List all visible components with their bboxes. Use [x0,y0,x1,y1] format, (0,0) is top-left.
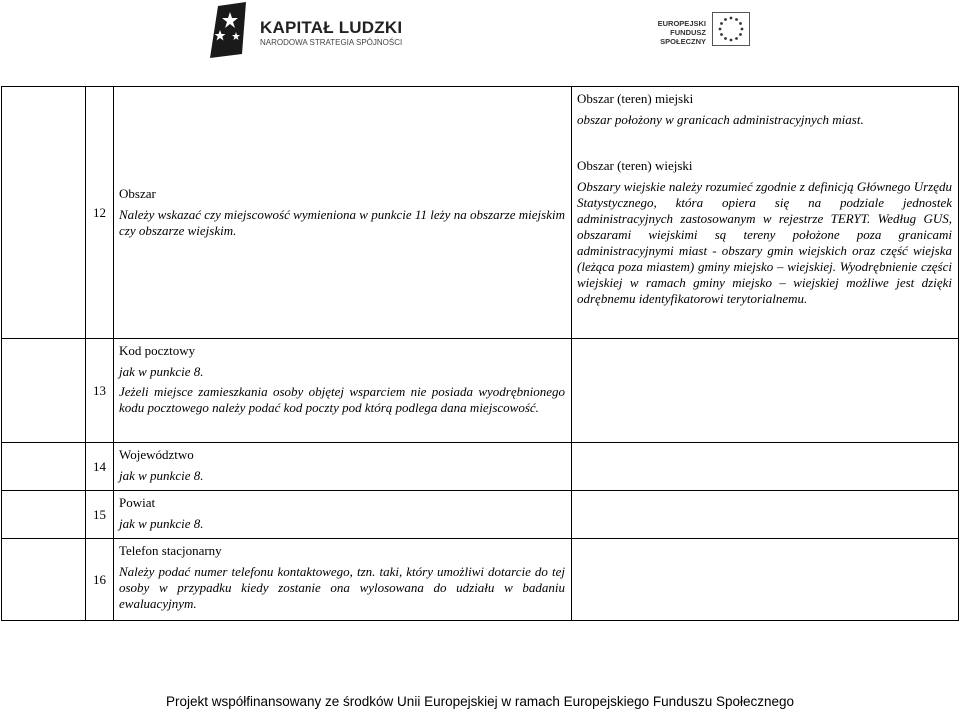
kapital-ludzki-logo [208,2,403,58]
eu-flag-icon [712,12,750,46]
definition-cell [572,491,959,539]
kapital-ludzki-subtitle: NARODOWA STRATEGIA SPÓJNOŚCI [260,38,403,47]
blank-cell [2,443,86,491]
field-cell [114,443,572,491]
field-description-extra: Jeżeli miejsce zamieszkania osoby objętej wsparciem nie posiada wyodrębnionego kodu pocztowego należy podać kod poczty pod którą podlega dana miejscowość. [119,384,565,415]
efs-logo [640,10,752,50]
field-description: Należy podać numer telefonu kontaktowego, tzn. taki, który umożliwi dotarcie do tej osoby w przypadku kiedy zostanie ona wylosowana do udziału w badaniu ewaluacyjnym. [119,564,565,611]
field-cell-content [114,491,571,536]
field-description: jak w punkcie 8. [119,364,204,379]
field-cell-content [114,443,571,488]
row-number: 13 [86,339,114,443]
row-number: 15 [86,491,114,539]
field-cell-content [114,182,571,243]
table-row-16 [2,539,959,621]
urban-title: Obszar (teren) miejski [577,91,694,106]
table-row-15 [2,491,959,539]
blank-cell [2,491,86,539]
field-description: Należy wskazać czy miejscowość wymieniona w punkcie 11 leży na obszarze miejskim czy obszarze wiejskim. [119,207,565,238]
blank-cell [2,339,86,443]
field-description: jak w punkcie 8. [119,468,204,483]
efs-text [640,19,706,46]
table-row-13 [2,339,959,443]
field-label: Powiat [119,495,156,510]
instructions-table [1,86,959,621]
table-row-12 [2,87,959,339]
field-description: jak w punkcie 8. [119,516,204,531]
definition-cell [572,443,959,491]
urban-description: obszar położony w granicach administracyjnych miast. [577,112,864,127]
definition-cell [572,339,959,443]
efs-line2: FUNDUSZ SPOŁECZNY [660,28,706,46]
definition-cell [572,539,959,621]
rural-title: Obszar (teren) wiejski [577,158,693,173]
kapital-ludzki-mark-icon [208,2,248,58]
rural-description: Obszary wiejskie należy rozumieć zgodnie z definicją Głównego Urzędu Statystycznego, która opiera się na podziale jednostek administracyjnych zastosowanym w rejestrze TERYT. Według GUS, obszarami wiejskimi są tereny położone poza granicami administracyjnymi miast - obszary gmin wiejskich oraz część wiejska (leżąca poza miastem) gminy miejsko – wiejskiej. Wyodrębnienie części wiejskiej w ramach gminy miejsko – wiejskiej możliwe jest dzięki odrębnemu identyfikatorowi terytorialnemu. [577,179,952,306]
page-header [0,0,960,70]
blank-cell [2,87,86,339]
table-row-14 [2,443,959,491]
field-label: Województwo [119,447,194,462]
field-label: Telefon stacjonarny [119,543,222,558]
page-footer: Projekt współfinansowany ze środków Unii Europejskiej w ramach Europejskiego Funduszu Społecznego [165,694,795,709]
row-number: 12 [86,87,114,339]
field-cell-content [114,539,571,616]
efs-line1: EUROPEJSKI [657,19,706,28]
blank-cell [2,539,86,621]
field-label: Kod pocztowy [119,343,196,358]
field-cell [114,87,572,339]
field-cell-content [114,339,571,420]
field-cell [114,339,572,443]
definition-cell-content [572,87,958,311]
field-cell [114,539,572,621]
kapital-ludzki-title: KAPITAŁ LUDZKI [260,18,403,37]
row-number: 16 [86,539,114,621]
field-cell [114,491,572,539]
row-number: 14 [86,443,114,491]
field-label: Obszar [119,186,156,201]
definition-cell [572,87,959,339]
